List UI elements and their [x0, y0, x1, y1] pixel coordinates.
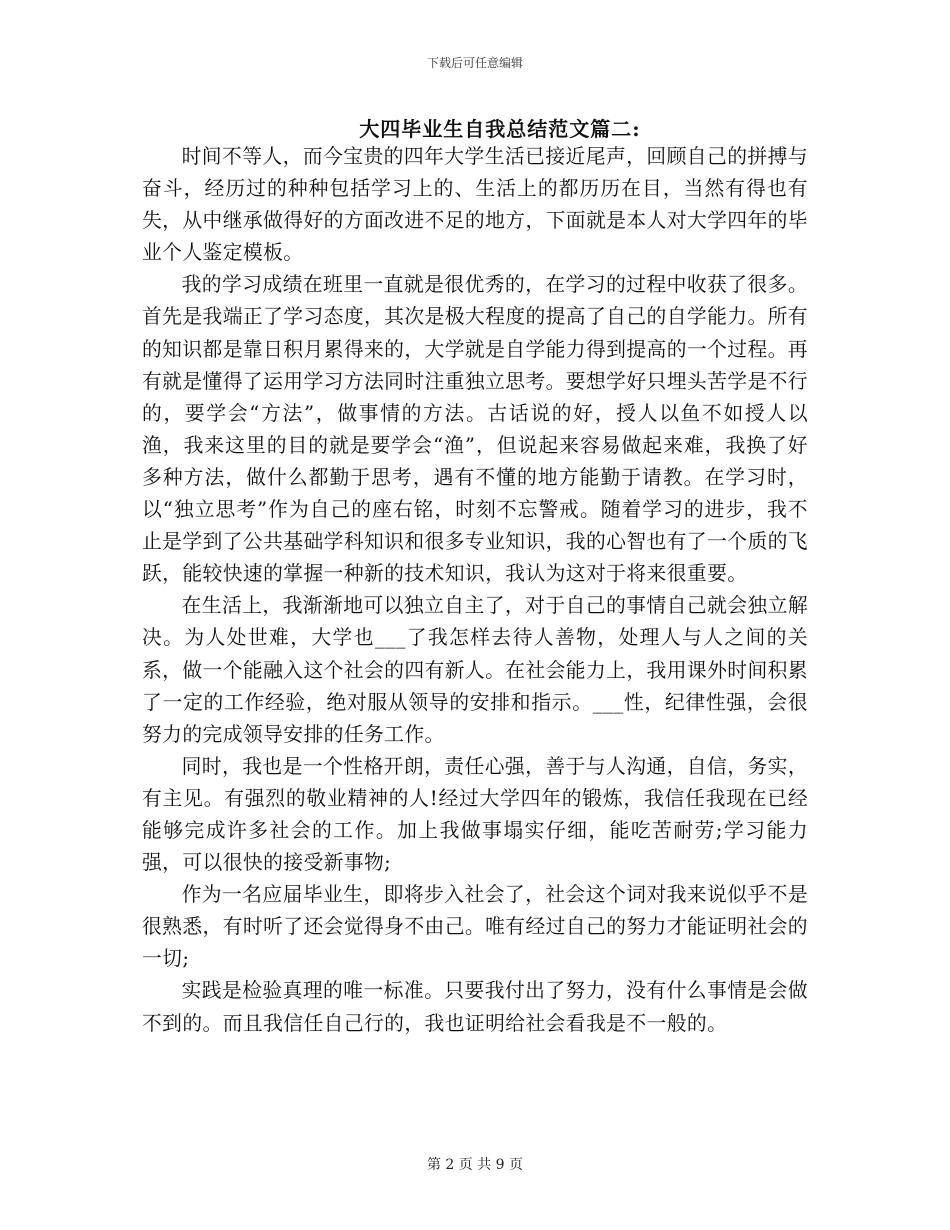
paragraph-practice: 实践是检验真理的唯一标准。只要我付出了努力，没有什么事情是会做不到的。而且我信任自己行的，我也证明给社会看我是不一般的。: [142, 979, 808, 1035]
paragraph-graduate: 作为一名应届毕业生，即将步入社会了，社会这个词对我来说似乎不是很熟悉，有时听了还会觉得身不由己。唯有经过自己的努力才能证明社会的一切;: [142, 883, 808, 971]
page-header-note: 下载后可任意编辑: [426, 56, 523, 70]
paragraph-life: 在生活上，我渐渐地可以独立自主了，对于自己的事情自己就会独立解决。为人处世难，大学也___了我怎样去待人善物，处理人与人之间的关系，做一个能融入这个社会的四有新人。在社会能力上，我用课外时间积累了一定的工作经验，绝对服从领导的安排和指示。___性，纪律性强，会很努力的完成领导安排的任务工作。: [142, 594, 808, 746]
paragraph-character: 同时，我也是一个性格开朗，责任心强，善于与人沟通，自信，务实，有主见。有强烈的敬业精神的人!经过大学四年的锻炼，我信任我现在已经能够完成许多社会的工作。加上我做事塌实仔细，能吃苦耐劳;学习能力强，可以很快的接受新事物;: [142, 754, 808, 875]
page-number: 第 2 页 共 9 页: [426, 1157, 524, 1173]
paragraph-intro: 时间不等人，而今宝贵的四年大学生活已接近尾声，回顾自己的拼搏与奋斗，经历过的种种包括学习上的、生活上的都历历在目，当然有得也有失，从中继承做得好的方面改进不足的地方，下面就是本人对大学四年的毕业个人鉴定模板。: [142, 145, 808, 265]
document-body: [142, 141, 808, 1040]
paragraph-study: 我的学习成绩在班里一直就是很优秀的，在学习的过程中收获了很多。首先是我端正了学习态度，其次是极大程度的提高了自己的自学能力。所有的知识都是靠日积月累得来的，大学就是自学能力得到提高的一个过程。再有就是懂得了运用学习方法同时注重独立思考。要想学好只埋头苦学是不行的，要学会“方法”，做事情的方法。古话说的好，授人以鱼不如授人以渔，我来这里的目的就是要学会“渔”，但说起来容易做起来难，我换了好多种方法，做什么都勤于思考，遇有不懂的地方能勤于请教。在学习时，以“独立思考”作为自己的座右铭，时刻不忘警戒。随着学习的进步，我不止是学到了公共基础学科知识和很多专业知识，我的心智也有了一个质的飞跃，能较快速的掌握一种新的技术知识，我认为这对于将来很重要。: [142, 273, 808, 586]
document-title: 大四毕业生自我总结范文篇二:: [359, 117, 641, 141]
